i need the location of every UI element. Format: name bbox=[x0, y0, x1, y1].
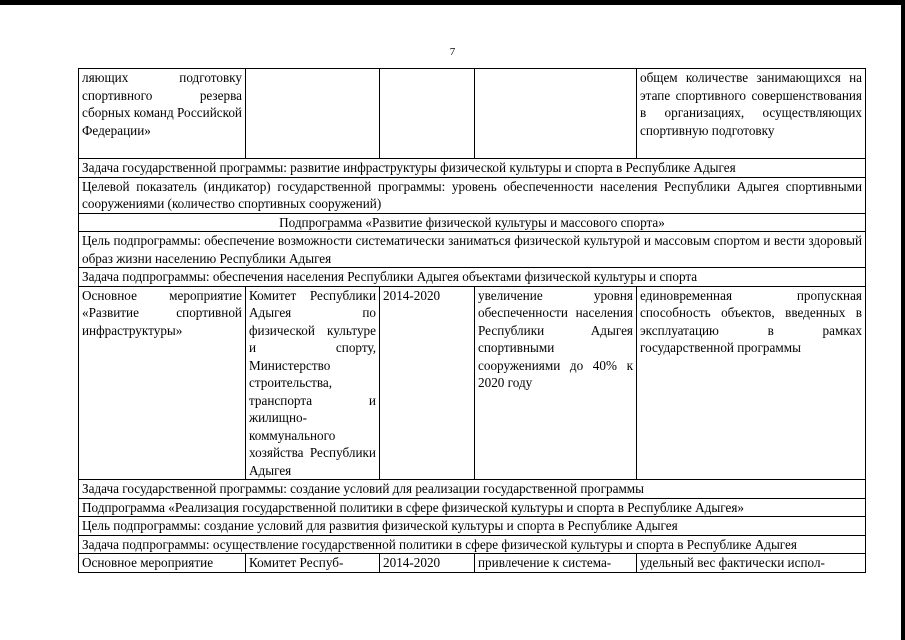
program-table bbox=[78, 68, 866, 573]
table-row-main-event bbox=[79, 286, 866, 480]
table-row-target bbox=[79, 177, 866, 213]
table-row-task bbox=[79, 268, 866, 287]
scan-top-border bbox=[0, 0, 905, 5]
cell-event-name: Основное мероприятие «Развитие спортивной инфраструктуры» bbox=[79, 286, 246, 480]
cell-result bbox=[475, 69, 637, 159]
table-row-task bbox=[79, 535, 866, 554]
cell-executor: Комитет Респуб- bbox=[246, 554, 380, 573]
table-row-last bbox=[79, 554, 866, 573]
subprogram-task: Задача подпрограммы: обеспечения населения Республики Адыгея объектами физической культуры и спорта bbox=[79, 268, 866, 287]
cell-indicator: единовременная пропускная способность объектов, введенных в эксплуатацию в рамках государственной программы bbox=[637, 286, 866, 480]
page-number: 7 bbox=[449, 46, 456, 58]
cell-period bbox=[380, 69, 475, 159]
table-row-task bbox=[79, 159, 866, 178]
subprogram-policy-task: Задача подпрограммы: осуществление государственной политики в сфере физической культуры и спорта в Республике Адыгея bbox=[79, 535, 866, 554]
task-conditions: Задача государственной программы: создание условий для реализации государственной программы bbox=[79, 480, 866, 499]
subprogram-goal: Цель подпрограммы: обеспечение возможности систематически заниматься физической культурой и массовым спортом и вести здоровый образ жизни населению Республики Адыгея bbox=[79, 232, 866, 268]
target-indicator: Целевой показатель (индикатор) государственной программы: уровень обеспеченности населения Республики Адыгея спортивными сооружениями (количество спортивных сооружений) bbox=[79, 177, 866, 213]
cell-period: 2014-2020 bbox=[380, 286, 475, 480]
cell-indicator: удельный вес фактически испол- bbox=[637, 554, 866, 573]
subprogram-policy: Подпрограмма «Реализация государственной политики в сфере физической культуры и спорта в Республике Адыгея» bbox=[79, 498, 866, 517]
cell-period: 2014-2020 bbox=[380, 554, 475, 573]
table-row-task bbox=[79, 480, 866, 499]
cell-result: увеличение уровня обеспеченности населения Республики Адыгея спортивными сооружениями до 40% к 2020 году bbox=[475, 286, 637, 480]
scan-right-border bbox=[901, 0, 905, 640]
cell-executor: Комитет Республики Адыгея по физической культуре и спорту, Министерство строительства, транспорта и жилищно-коммунального хозяйства Республики Адыгея bbox=[246, 286, 380, 480]
task-infrastructure: Задача государственной программы: развитие инфраструктуры физической культуры и спорта в Республике Адыгея bbox=[79, 159, 866, 178]
subprogram-heading: Подпрограмма «Развитие физической культуры и массового спорта» bbox=[79, 213, 866, 232]
cell-indicator: общем количестве занимающихся на этапе спортивного совершенствования в организациях, осуществляющих спортивную подготовку bbox=[637, 69, 866, 159]
table-row-continuation bbox=[79, 69, 866, 159]
subprogram-policy-goal: Цель подпрограммы: создание условий для развития физической культуры и спорта в Республике Адыгея bbox=[79, 517, 866, 536]
table-row-goal bbox=[79, 232, 866, 268]
cell-result: привлечение к система- bbox=[475, 554, 637, 573]
table-row-goal bbox=[79, 517, 866, 536]
table-row-subprogram bbox=[79, 213, 866, 232]
cell-executor bbox=[246, 69, 380, 159]
table-row-subprogram bbox=[79, 498, 866, 517]
cell-event-name: ляющих подготовку спортивного резерва сборных команд Российской Федерации» bbox=[79, 69, 246, 159]
cell-event-name: Основное мероприятие bbox=[79, 554, 246, 573]
